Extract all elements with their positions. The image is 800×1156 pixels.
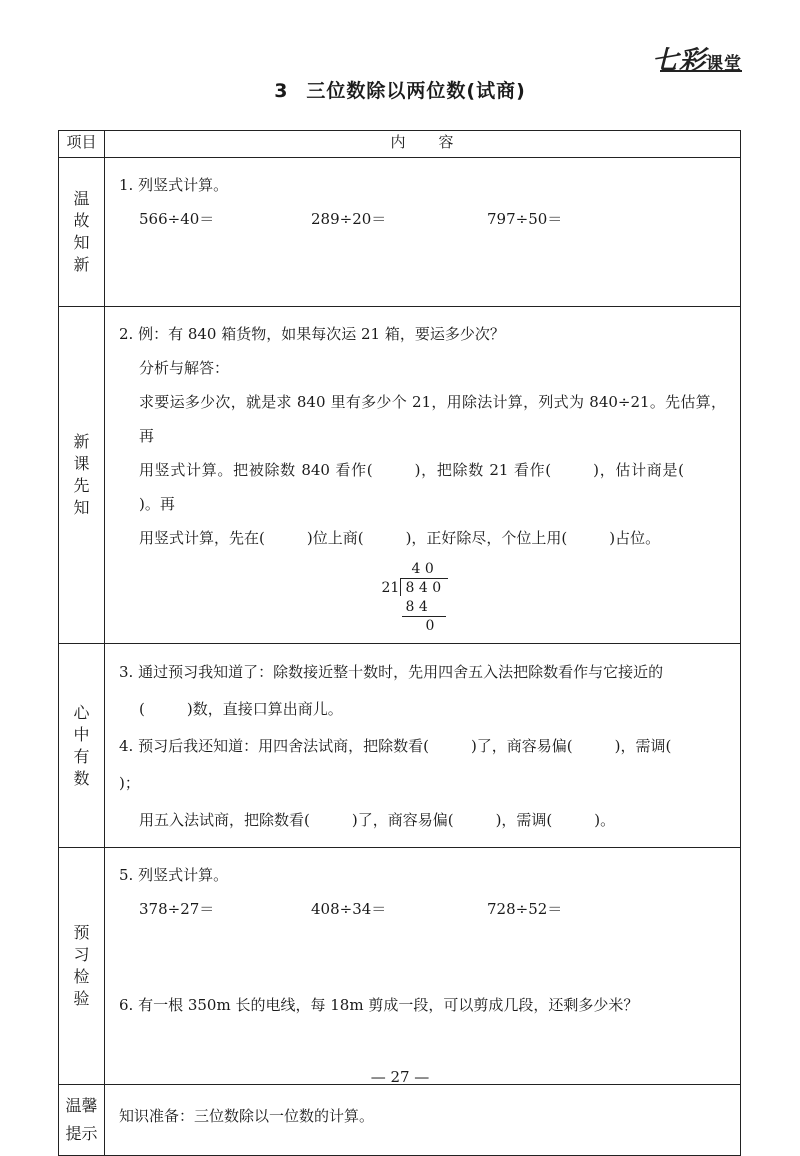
question-2-sub: 分析与解答： (139, 359, 230, 377)
section-content (105, 1085, 741, 1156)
division-product: 8 4 (405, 599, 428, 615)
section-new-lesson (59, 307, 741, 644)
expression: 566÷40＝ (139, 210, 215, 228)
division-subtract-line (402, 616, 446, 617)
long-division-figure (378, 561, 468, 635)
question-1-expressions (119, 202, 726, 236)
division-remainder: 0 (425, 618, 435, 634)
question-2-para: 用竖式计算，先在( )位上商( )，正好除尽，个位上用( )占位。 (139, 529, 661, 547)
question-6: 6. 有一根 350m 长的电线，每 18m 剪成一段，可以剪成几段，还剩多少米？ (119, 996, 639, 1014)
section-label: 预 习 检 验 (59, 848, 105, 1085)
section-review (59, 158, 741, 307)
expression: 378÷27＝ (139, 900, 215, 918)
division-bracket (400, 578, 401, 596)
expression: 408÷34＝ (311, 900, 387, 918)
expression: 797÷50＝ (487, 210, 563, 228)
question-2-title: 2. 例：有 840 箱货物，如果每次运 21 箱，要运多少次？ (119, 325, 505, 343)
expression: 289÷20＝ (311, 210, 387, 228)
page-title (0, 76, 800, 103)
division-quotient: 4 0 (411, 561, 434, 577)
section-understanding (59, 644, 741, 848)
section-label: 心 中 有 数 (59, 644, 105, 848)
question-3-line: 3. 通过预习我知道了：除数接近整十数时，先用四舍五入法把除数看作与它接近的 (119, 663, 664, 681)
lesson-number: 3 (274, 80, 289, 102)
section-content (105, 848, 741, 1085)
question-4-line: 4. 预习后我还知道：用四舍法试商，把除数看( )了，商容易偏( )，需调()； (119, 737, 672, 792)
tip-text: 知识准备：三位数除以一位数的计算。 (119, 1107, 375, 1125)
section-label: 新 课 先 知 (59, 307, 105, 644)
question-1-title: 1. 列竖式计算。 (119, 176, 229, 194)
division-divisor: 21 (381, 580, 400, 596)
section-content (105, 644, 741, 848)
question-2-para: 求要运多少次，就是求 840 里有多少个 21，用除法计算，列式为 840÷21。先估算，再 (139, 393, 726, 445)
section-content (105, 158, 741, 307)
section-label: 温馨 提示 (59, 1085, 105, 1156)
question-5-title: 5. 列竖式计算。 (119, 866, 229, 884)
brand-small: 课堂 (706, 54, 742, 74)
brand-big: 七彩 (651, 46, 706, 76)
question-5-expressions (119, 892, 726, 926)
section-content (105, 307, 741, 644)
header-content: 内 容 (105, 131, 741, 158)
section-preview-check (59, 848, 741, 1085)
table-header-row (59, 131, 741, 158)
page-number: — 27 — (370, 1068, 430, 1086)
section-label: 温 故 知 新 (59, 158, 105, 307)
expression: 728÷52＝ (487, 900, 563, 918)
section-tip (59, 1085, 741, 1156)
brand-underline (660, 70, 742, 72)
division-bar (400, 578, 448, 579)
question-2-para: 用竖式计算。把被除数 840 看作( )，把除数 21 看作( )，估计商是()。再 (139, 461, 684, 513)
question-3-line: ( )数，直接口算出商儿。 (139, 700, 343, 718)
worksheet-table (58, 130, 741, 1156)
header-item: 项目 (59, 131, 105, 158)
lesson-title: 三位数除以两位数(试商) (306, 80, 526, 102)
division-dividend: 8 4 0 (405, 580, 442, 596)
question-4-line: 用五入法试商，把除数看( )了，商容易偏( )，需调( )。 (139, 811, 616, 829)
